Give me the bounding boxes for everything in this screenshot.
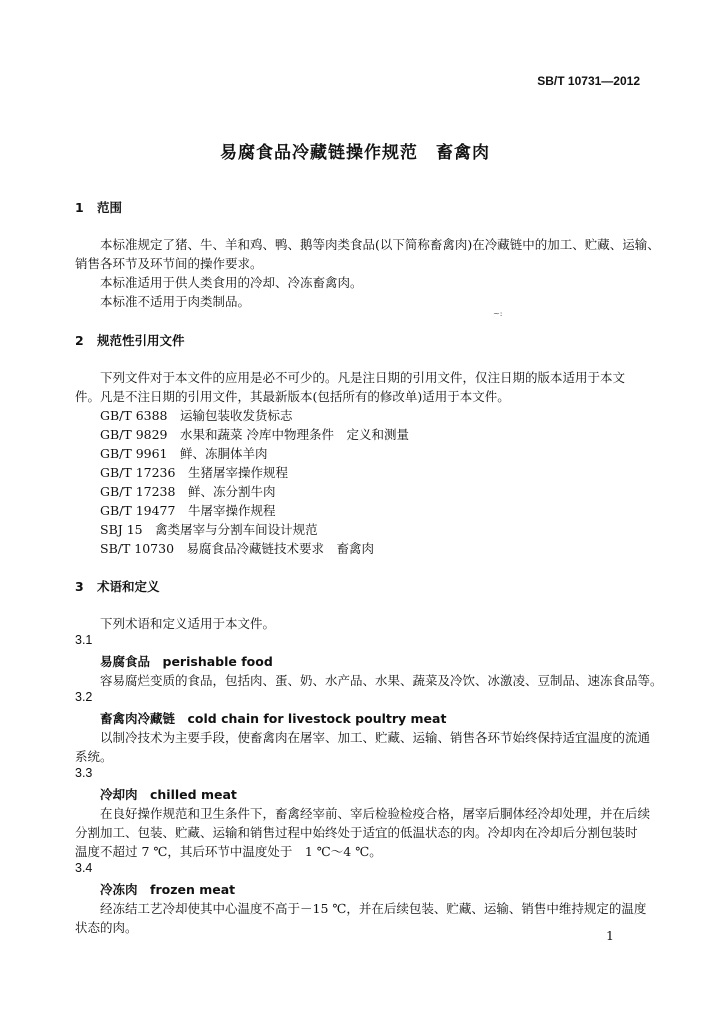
section-number: 1 [75,200,84,215]
term-definition: 以制冷技术为主要手段，使畜禽肉在屠宰、加工、贮藏、运输、销售各环节始终保持适宜温度的流通 [100,730,651,745]
term-number: 3.2 [75,690,93,704]
term-definition: 在良好操作规范和卫生条件下，畜禽经宰前、宰后检验检疫合格，屠宰后胴体经冷却处理，并在后续 [100,806,651,821]
reference-item: SBJ 15 禽类屠宰与分割车间设计规范 [100,522,318,537]
section-number: 2 [75,333,84,348]
term-title: 畜禽肉冷藏链 cold chain for livestock poultry meat [100,711,447,726]
term-title: 冷冻肉 frozen meat [100,882,236,897]
section-1-heading [75,198,122,216]
paragraph-line: 下列术语和定义适用于本文件。 [100,616,276,631]
term-definition: 经冻结工艺冷却使其中心温度不高于－15 ℃，并在后续包装、贮藏、运输、销售中维持规定的温度 [100,901,647,916]
reference-item: GB/T 6388 运输包装收发货标志 [100,408,293,423]
paragraph-line: 本标准规定了猪、牛、羊和鸡、鸭、鹅等肉类食品(以下简称畜禽肉)在冷藏链中的加工、贮藏、运输、 [100,237,660,252]
section-title: 术语和定义 [97,579,160,594]
term-title: 冷却肉 chilled meat [100,787,237,802]
section-title: 范围 [97,200,123,215]
paragraph-line: 销售各环节及环节间的操作要求。 [75,256,263,271]
page-number: 1 [606,928,614,943]
term-definition: 系统。 [75,749,113,764]
paragraph-line: 件。凡是不注日期的引用文件，其最新版本(包括所有的修改单)适用于本文件。 [75,389,510,404]
paragraph-line: 本标准适用于供人类食用的冷却、冷冻畜禽肉。 [100,275,363,290]
reference-item: GB/T 17238 鲜、冻分割牛肉 [100,484,276,499]
term-number: 3.3 [75,766,93,780]
reference-item: GB/T 9829 水果和蔬菜 冷库中物理条件 定义和测量 [100,427,409,442]
term-definition: 温度不超过 7 ℃，其后环节中温度处于 1 ℃～4 ℃。 [75,844,382,859]
section-title: 规范性引用文件 [97,333,185,348]
paragraph-line: 下列文件对于本文件的应用是必不可少的。凡是注日期的引用文件，仅注日期的版本适用于本文 [100,370,626,385]
term-definition: 容易腐烂变质的食品，包括肉、蛋、奶、水产品、水果、蔬菜及冷饮、冰激凌、豆制品、速冻食品等。 [100,673,663,688]
standard-number: SB/T 10731—2012 [537,74,640,88]
term-number: 3.4 [75,861,93,875]
term-number: 3.1 [75,633,93,647]
term-title: 易腐食品 perishable food [100,654,273,669]
scan-mark: ~: [493,309,503,318]
term-definition: 分割加工、包装、贮藏、运输和销售过程中始终处于适宜的低温状态的肉。冷却肉在冷却后分割包装时 [75,825,638,840]
paragraph-line: 本标准不适用于肉类制品。 [100,294,251,309]
section-3-heading [75,577,160,595]
reference-item: GB/T 9961 鲜、冻胴体羊肉 [100,446,268,461]
section-2-heading [75,331,185,349]
term-definition: 状态的肉。 [75,920,138,935]
reference-item: GB/T 17236 生猪屠宰操作规程 [100,465,288,480]
reference-item: GB/T 19477 牛屠宰操作规程 [100,503,276,518]
page-title: 易腐食品冷藏链操作规范 畜禽肉 [220,143,490,163]
reference-item: SB/T 10730 易腐食品冷藏链技术要求 畜禽肉 [100,541,375,556]
section-number: 3 [75,579,84,594]
